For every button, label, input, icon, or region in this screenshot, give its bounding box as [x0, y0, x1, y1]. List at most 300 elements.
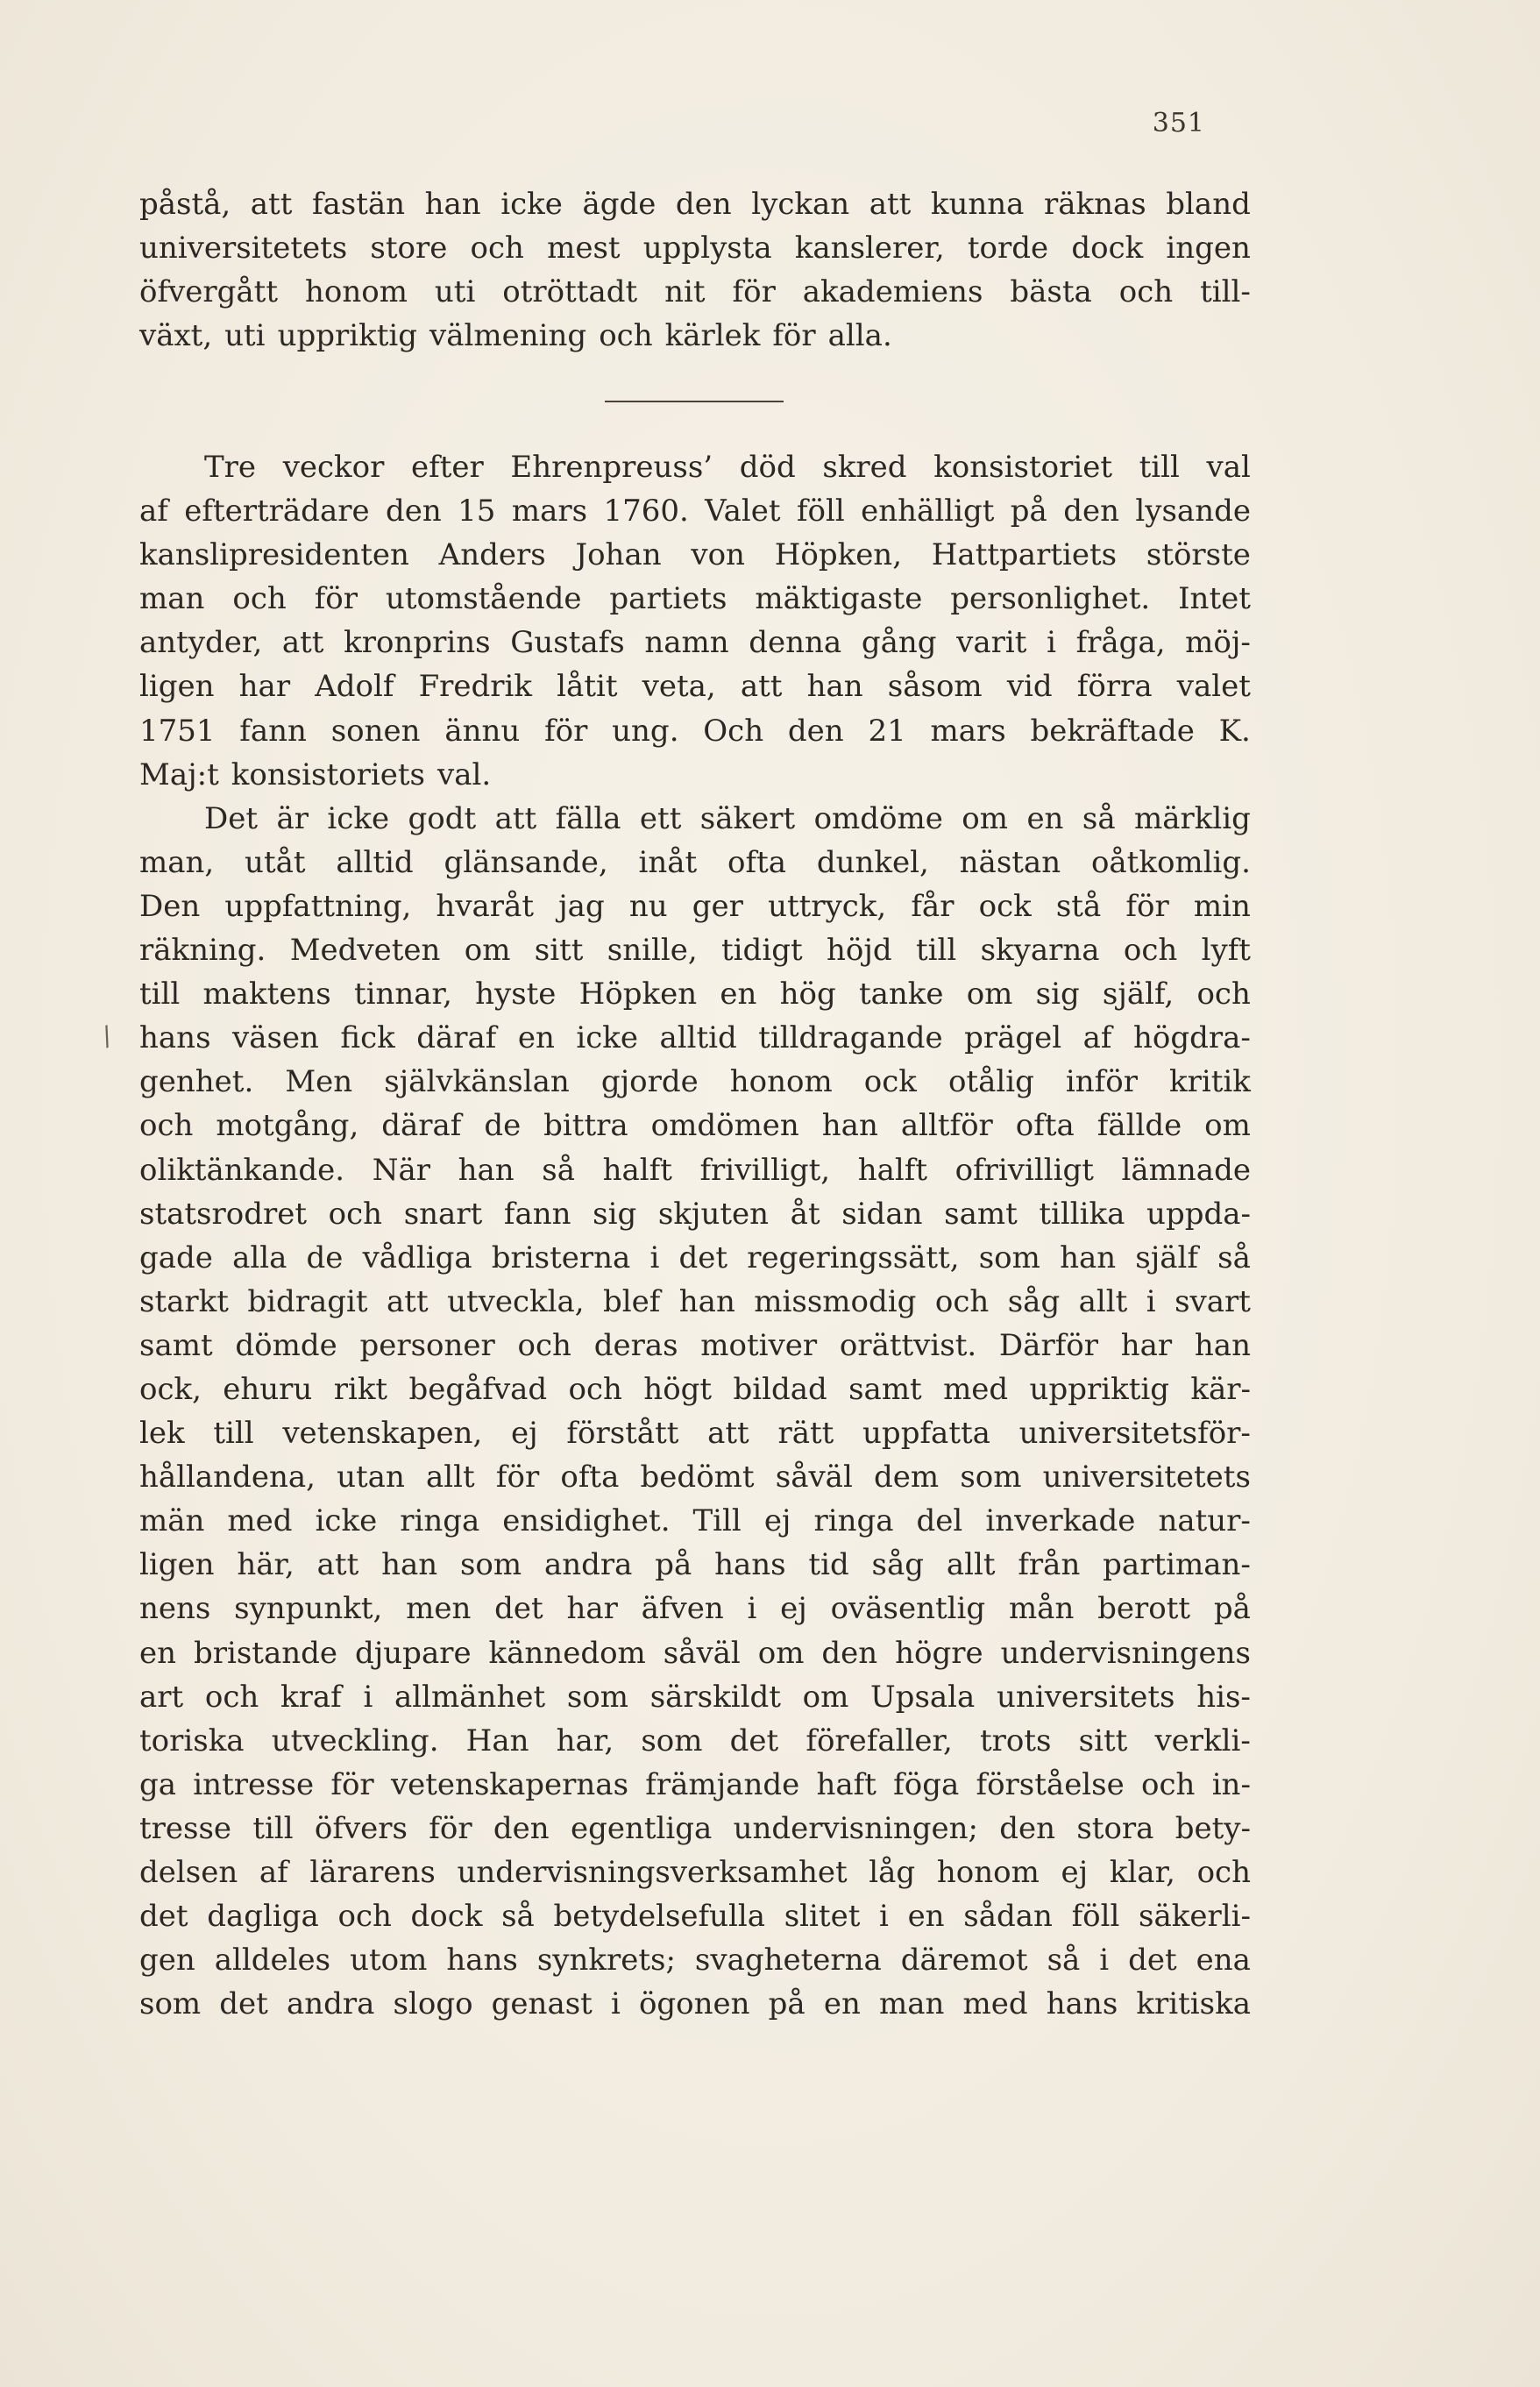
word: han	[806, 669, 863, 705]
word: han	[821, 1108, 878, 1144]
word: kunna	[930, 187, 1025, 222]
word: tinnar,	[353, 977, 452, 1012]
word: stora	[1076, 1810, 1154, 1846]
word: undervisningsverksamhet	[457, 1855, 848, 1890]
word: genhet.	[139, 1064, 254, 1100]
word: i	[879, 1899, 889, 1935]
word: Tre	[204, 450, 257, 485]
word: kärlek	[664, 318, 761, 354]
word: för	[429, 1810, 472, 1846]
text-line	[139, 621, 1251, 664]
word: Johan	[575, 537, 662, 573]
word: bristerna	[491, 1240, 631, 1275]
word: och	[1196, 1855, 1251, 1890]
word: öfvergått	[139, 274, 278, 310]
word: så	[1082, 800, 1116, 836]
word: främjande	[645, 1766, 800, 1802]
word: att	[250, 187, 293, 222]
word: en	[720, 977, 757, 1012]
word: Men	[285, 1064, 353, 1100]
word: den	[821, 1635, 878, 1671]
margin-pencil-mark: /	[97, 1020, 117, 1053]
word: den	[787, 713, 844, 749]
word: tilldragande	[758, 1020, 943, 1056]
word: att	[387, 1283, 429, 1319]
word: in-	[1211, 1766, 1251, 1802]
word: den	[1063, 494, 1120, 529]
text-line	[139, 1192, 1251, 1236]
word: godt	[408, 800, 477, 836]
word: personer	[359, 1327, 495, 1363]
word: samt	[848, 1371, 922, 1407]
word: af	[139, 494, 168, 529]
word: han	[678, 1283, 735, 1319]
word: orättvist.	[839, 1327, 977, 1363]
word: tanke	[858, 977, 944, 1012]
word: kritiska	[1136, 1986, 1251, 2022]
word: partiman-	[1103, 1547, 1251, 1583]
word: 21	[868, 713, 906, 749]
word: blef	[603, 1283, 661, 1319]
word: starkt	[139, 1283, 229, 1319]
word: störste	[1146, 537, 1251, 573]
word: oliktänkande.	[139, 1152, 345, 1188]
word: 1760.	[603, 494, 689, 529]
word: i	[747, 1591, 757, 1627]
word: Anders	[438, 537, 546, 573]
word: partiets	[609, 581, 727, 617]
word: kronprins	[344, 625, 491, 661]
word: sidan	[841, 1196, 923, 1232]
word: andra	[543, 1547, 633, 1583]
word: samt	[139, 1327, 213, 1363]
word: Ehrenpreuss’	[510, 450, 713, 485]
text-line	[139, 445, 1251, 489]
word: hans	[1046, 1986, 1118, 2022]
word: till	[213, 1416, 254, 1452]
word: Maj:t	[139, 757, 219, 792]
word: tillika	[1039, 1196, 1125, 1232]
word: kanslerer,	[794, 231, 945, 266]
text-line	[139, 270, 1251, 314]
word: en	[517, 1020, 555, 1056]
text-line	[139, 709, 1251, 753]
word: räkning.	[139, 933, 266, 969]
word: 15	[458, 494, 496, 529]
word: hvaråt	[436, 888, 534, 924]
word: utåt	[245, 844, 306, 880]
word: som	[566, 1679, 628, 1715]
word: gen	[139, 1943, 195, 1979]
word: gång	[861, 625, 937, 661]
word: torde	[967, 231, 1049, 266]
word: genast	[491, 1986, 593, 2022]
word: väsen	[231, 1020, 319, 1056]
word: i	[363, 1679, 373, 1715]
word: allmänhet	[394, 1679, 546, 1715]
word: med	[943, 1371, 1009, 1407]
word: högt	[643, 1371, 713, 1407]
word: med	[227, 1503, 293, 1539]
word: nit	[664, 274, 706, 310]
word: från	[1018, 1547, 1081, 1583]
word: till-	[1200, 274, 1251, 310]
word: påstå,	[139, 187, 231, 222]
word: kär-	[1190, 1371, 1251, 1407]
word: och	[934, 1283, 990, 1319]
word: statsrodret	[139, 1196, 308, 1232]
word: samt	[944, 1196, 1018, 1232]
paragraph-3	[139, 797, 1251, 2027]
word: sonen	[330, 713, 421, 749]
word: såg	[1007, 1283, 1061, 1319]
word: man	[139, 581, 205, 617]
word: det	[678, 1240, 728, 1275]
word: ännu	[444, 713, 521, 749]
word: sådan	[963, 1899, 1053, 1935]
word: verkli-	[1154, 1723, 1251, 1758]
word: han	[1060, 1240, 1117, 1275]
word: universitetets	[1042, 1460, 1251, 1495]
word: och	[599, 318, 653, 354]
word: märklig	[1134, 800, 1251, 836]
text-line	[139, 1675, 1251, 1719]
word: alla.	[827, 318, 892, 354]
word: berott	[1097, 1591, 1191, 1627]
word: 1751	[139, 713, 216, 749]
word: svart	[1175, 1283, 1251, 1319]
word: motiver	[700, 1327, 818, 1363]
word: om	[966, 977, 1013, 1012]
word: bristande	[193, 1635, 338, 1671]
word: bittra	[543, 1108, 628, 1144]
word: delsen	[139, 1855, 238, 1890]
word: del	[916, 1503, 963, 1539]
word: ensidighet.	[502, 1503, 671, 1539]
word: af	[1082, 1020, 1112, 1056]
text-line	[139, 1499, 1251, 1543]
word: och	[204, 1679, 259, 1715]
word: Den	[139, 888, 201, 924]
word: för	[732, 274, 776, 310]
word: i	[649, 1240, 660, 1275]
word: ej	[511, 1416, 538, 1452]
word: ligen	[139, 669, 215, 705]
word: om	[1204, 1108, 1251, 1144]
word: dunkel,	[816, 844, 929, 880]
paragraph-2-and-3	[139, 445, 1251, 2026]
word: ligen	[139, 1547, 215, 1583]
text-line	[139, 182, 1251, 226]
word: lysande	[1135, 494, 1251, 529]
word: vetenskapernas	[390, 1766, 629, 1802]
word: höjd	[826, 933, 892, 969]
word: alldeles	[214, 1943, 331, 1979]
word: skred	[822, 450, 907, 485]
word: ingen	[1166, 231, 1251, 266]
word: i	[1099, 1943, 1110, 1979]
text-line	[139, 1148, 1251, 1192]
word: icke	[315, 1503, 378, 1539]
word: fällde	[1096, 1108, 1182, 1144]
word: han	[381, 1547, 438, 1583]
word: hans	[446, 1943, 518, 1979]
word: intresse	[193, 1766, 315, 1802]
word: låg	[869, 1855, 916, 1890]
word: bland	[1166, 187, 1251, 222]
word: gjorde	[600, 1064, 699, 1100]
text-line	[139, 1368, 1251, 1411]
word: universitetets	[139, 231, 348, 266]
word: otröttadt	[502, 274, 638, 310]
word: sitt	[534, 933, 584, 969]
word: haft	[816, 1766, 876, 1802]
text-line	[139, 314, 1251, 358]
word: val	[1206, 450, 1251, 485]
word: tresse	[139, 1810, 232, 1846]
word: lärarens	[309, 1855, 436, 1890]
text-line	[139, 1851, 1251, 1894]
word: hans	[714, 1547, 786, 1583]
word: förefaller,	[805, 1723, 953, 1758]
word: säkert	[699, 800, 796, 836]
word: öfvers	[314, 1810, 408, 1846]
word: får	[911, 888, 955, 924]
word: sitt	[1078, 1723, 1128, 1758]
word: och	[1196, 977, 1251, 1012]
word: uttryck,	[768, 888, 887, 924]
word: och	[328, 1196, 383, 1232]
word: som	[641, 1723, 703, 1758]
word: ga	[139, 1766, 177, 1802]
word: man,	[139, 844, 215, 880]
word: stå	[1055, 888, 1102, 924]
word: till	[1139, 450, 1180, 485]
word: som	[459, 1547, 522, 1583]
word: icke	[500, 187, 563, 222]
word: klar,	[1109, 1855, 1175, 1890]
word: ehuru	[223, 1371, 313, 1407]
word: kritik	[1169, 1064, 1251, 1100]
text-line	[139, 1543, 1251, 1587]
word: och	[1141, 1766, 1196, 1802]
word: nästan	[959, 844, 1061, 880]
word: att	[494, 800, 537, 836]
word: ock,	[139, 1371, 202, 1407]
word: en	[139, 1635, 177, 1671]
word: för	[330, 1766, 374, 1802]
text-line	[139, 533, 1251, 577]
word: glänsande,	[444, 844, 608, 880]
word: en	[823, 1986, 861, 2022]
word: bedömt	[640, 1460, 755, 1495]
word: efterträdare	[184, 494, 370, 529]
word: von	[691, 537, 745, 573]
word: Till	[692, 1503, 742, 1539]
word: universitets	[997, 1679, 1175, 1715]
word: ofta	[727, 844, 787, 880]
word: den	[999, 1810, 1056, 1846]
word: och	[517, 1327, 571, 1363]
word: föll	[1071, 1899, 1120, 1935]
word: konsistoriets	[231, 757, 425, 792]
text-line	[139, 1719, 1251, 1763]
word: efter	[411, 450, 484, 485]
word: ofta	[560, 1460, 620, 1495]
word: deras	[593, 1327, 678, 1363]
word: konsistoriet	[933, 450, 1112, 485]
word: så	[542, 1152, 575, 1188]
word: varit	[956, 625, 1027, 661]
text-line	[139, 884, 1251, 928]
word: synkrets;	[536, 1943, 676, 1979]
word: omdömen	[650, 1108, 799, 1144]
word: så	[1047, 1943, 1081, 1979]
word: inför	[1065, 1064, 1138, 1100]
word: ock	[978, 888, 1032, 924]
word: föga	[893, 1766, 960, 1802]
text-line	[139, 664, 1251, 708]
word: däraf	[416, 1020, 497, 1056]
word: toriska	[139, 1723, 245, 1758]
text-line	[139, 1324, 1251, 1368]
word: Höpken	[578, 977, 698, 1012]
word: slogo	[393, 1986, 473, 2022]
word: fann	[503, 1196, 571, 1232]
word: hållandena,	[139, 1460, 316, 1495]
word: en	[907, 1899, 945, 1935]
word: det	[1128, 1943, 1177, 1979]
word: Höpken,	[774, 537, 903, 573]
word: och	[568, 1371, 622, 1407]
word: dock	[1071, 231, 1144, 266]
word: växt,	[139, 318, 213, 354]
word: den	[675, 187, 732, 222]
word: lämnade	[1121, 1152, 1251, 1188]
word: oåtkomlig.	[1090, 844, 1251, 880]
word: har	[566, 1591, 618, 1627]
word: synpunkt,	[234, 1591, 383, 1627]
word: ung.	[612, 713, 679, 749]
word: uppfatta	[862, 1416, 990, 1452]
word: motgång,	[216, 1108, 359, 1144]
word: förståelse	[976, 1766, 1125, 1802]
word: tid	[808, 1547, 849, 1583]
word: Han	[465, 1723, 529, 1758]
word: vid	[1006, 669, 1053, 705]
word: omdöme	[813, 800, 943, 836]
word: ofrivilligt	[955, 1152, 1094, 1188]
word: på	[1010, 494, 1047, 529]
word: själf	[1135, 1240, 1199, 1275]
word: jag	[558, 888, 605, 924]
word: utan	[337, 1460, 405, 1495]
word: såväl	[663, 1635, 741, 1671]
word: som	[960, 1460, 1022, 1495]
word: ögonen	[638, 1986, 750, 2022]
word: säkerli-	[1139, 1899, 1251, 1935]
word: han	[458, 1152, 515, 1188]
word: hans	[139, 1020, 211, 1056]
word: uti	[434, 274, 476, 310]
word: om	[802, 1679, 849, 1715]
text-line	[139, 797, 1251, 841]
word: akademiens	[802, 274, 983, 310]
word: slitet	[784, 1899, 861, 1935]
word: högdra-	[1132, 1020, 1251, 1056]
word: fann	[239, 713, 307, 749]
word: på	[655, 1547, 692, 1583]
word: mest	[547, 231, 621, 266]
word: och	[1123, 933, 1178, 969]
word: dem	[874, 1460, 940, 1495]
word: maktens	[202, 977, 331, 1012]
word: mars	[930, 713, 1006, 749]
text-line	[139, 1894, 1251, 1938]
word: och	[337, 1899, 392, 1935]
text-line	[139, 928, 1251, 972]
word: art	[139, 1679, 184, 1715]
word: ägde	[582, 187, 656, 222]
word: sig	[593, 1196, 637, 1232]
word: egentliga	[570, 1810, 713, 1846]
text-line	[139, 1236, 1251, 1280]
word: i	[610, 1986, 621, 2022]
text-line	[139, 1280, 1251, 1324]
word: de	[484, 1108, 522, 1144]
word: valet	[1176, 669, 1251, 705]
word: som	[978, 1240, 1040, 1275]
word: och	[1118, 274, 1174, 310]
word: fälla	[555, 800, 621, 836]
word: mån	[1008, 1591, 1075, 1627]
word: snille,	[607, 933, 698, 969]
text-line	[139, 489, 1251, 533]
word: fastän	[311, 187, 406, 222]
word: på	[768, 1986, 805, 2022]
word: en	[1026, 800, 1064, 836]
word: för	[495, 1460, 540, 1495]
word: särskildt	[649, 1679, 781, 1715]
word: i	[1146, 1283, 1156, 1319]
word: att	[740, 669, 783, 705]
word: ock	[863, 1064, 917, 1100]
word: uppriktig	[277, 318, 418, 354]
text-line	[139, 841, 1251, 884]
word: bildad	[733, 1371, 827, 1407]
paragraph-2	[139, 445, 1251, 797]
word: kännedom	[488, 1635, 646, 1671]
word: enhälligt	[861, 494, 995, 529]
word: självkänslan	[384, 1064, 570, 1100]
section-divider	[605, 401, 784, 402]
word: de	[306, 1240, 344, 1275]
word: djupare	[354, 1635, 472, 1671]
word: och	[232, 581, 287, 617]
word: med	[962, 1986, 1028, 2022]
word: fråga,	[1075, 625, 1166, 661]
word: har,	[556, 1723, 614, 1758]
word: honom	[936, 1855, 1040, 1890]
word: rikt	[333, 1371, 388, 1407]
word: högre	[895, 1635, 983, 1671]
word: K.	[1218, 713, 1251, 749]
word: om	[757, 1635, 805, 1671]
word: den	[385, 494, 442, 529]
word: så	[501, 1899, 535, 1935]
text-line	[139, 1807, 1251, 1851]
word: betydelsefulla	[553, 1899, 766, 1935]
